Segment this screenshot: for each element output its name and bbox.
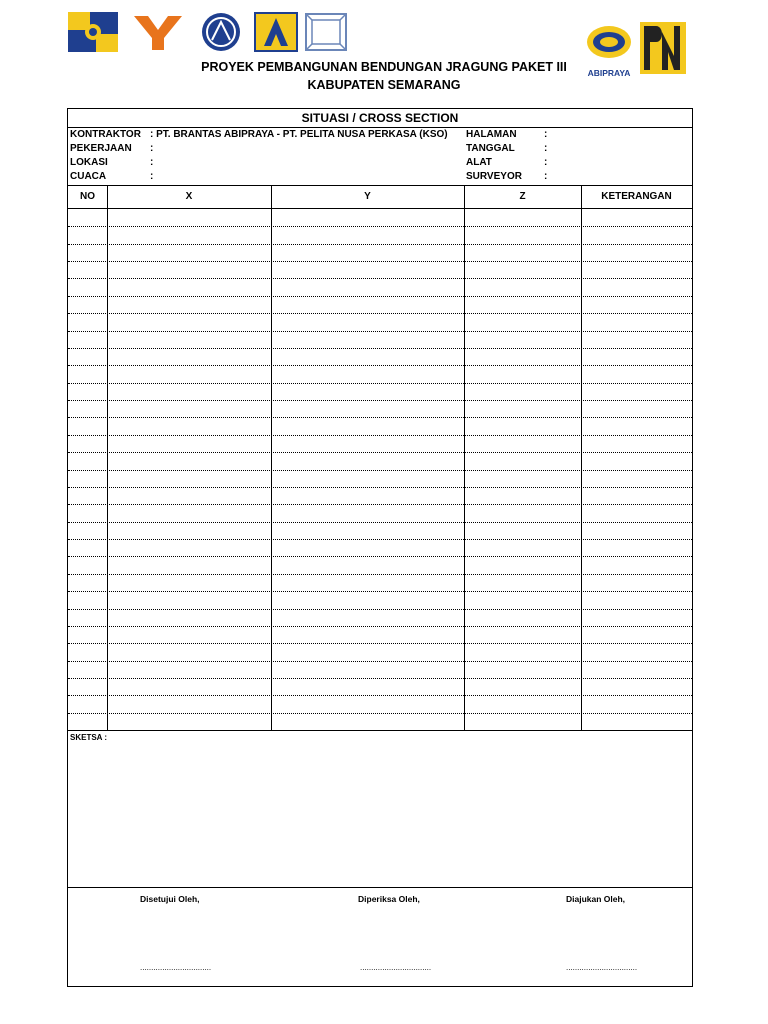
square-frame-logo-icon (304, 12, 348, 52)
info-label-lokasi: LOKASI (70, 157, 108, 168)
signature-label-checked: Diperiksa Oleh, (358, 894, 420, 904)
y-shape-logo-icon (130, 12, 186, 52)
info-label-tanggal: TANGGAL (466, 143, 515, 154)
info-value-alat: : (544, 157, 548, 168)
column-divider (581, 185, 582, 730)
info-label-cuaca: CUACA (70, 171, 107, 182)
column-header-z: Z (519, 191, 526, 202)
project-title: PROYEK PEMBANGUNAN BENDUNGAN JRAGUNG PAKET III (201, 60, 567, 74)
cross-section-form (67, 108, 693, 987)
table-row (68, 695, 692, 696)
table-row (68, 400, 692, 401)
column-divider (271, 185, 272, 730)
sketch-area[interactable] (68, 730, 692, 888)
circle-emblem-logo-icon (196, 12, 246, 52)
table-row (68, 261, 692, 262)
table-row (68, 522, 692, 523)
info-label-kontraktor: KONTRAKTOR (70, 129, 141, 140)
pu-logo-icon (68, 12, 118, 52)
column-header-no: NO (80, 191, 95, 202)
table-row (68, 278, 692, 279)
sketch-label: SKETSA : (70, 733, 108, 742)
table-row (68, 348, 692, 349)
info-label-pekerjaan: PEKERJAAN (70, 143, 132, 154)
info-left (70, 128, 470, 184)
table-row (68, 296, 692, 297)
table-row (68, 244, 692, 245)
info-label-surveyor: SURVEYOR (466, 171, 522, 182)
info-value-halaman: : (544, 129, 548, 140)
info-value-tanggal: : (544, 143, 548, 154)
table-row (68, 470, 692, 471)
column-header-keterangan: KETERANGAN (601, 191, 672, 202)
info-right (466, 128, 686, 184)
a-letter-logo-icon (254, 12, 298, 52)
table-row (68, 313, 692, 314)
table-row (68, 504, 692, 505)
table-row (68, 626, 692, 627)
form-title: SITUASI / CROSS SECTION (68, 109, 692, 128)
column-divider (464, 185, 465, 730)
table-row (68, 609, 692, 610)
abipraya-emblem-icon (584, 24, 634, 62)
table-row (68, 435, 692, 436)
column-header-x: X (185, 191, 193, 202)
info-value-surveyor: : (544, 171, 548, 182)
column-header-y: Y (364, 191, 371, 202)
table-header (68, 185, 692, 209)
table-row (68, 226, 692, 227)
signature-line-submitted: ................................ (566, 963, 638, 972)
signature-line-checked: ................................ (360, 963, 432, 972)
table-row (68, 661, 692, 662)
table-row (68, 383, 692, 384)
table-row (68, 331, 692, 332)
table-row (68, 556, 692, 557)
info-value-cuaca: : (150, 171, 154, 182)
info-label-alat: ALAT (466, 157, 492, 168)
table-row (68, 539, 692, 540)
info-value-pekerjaan: : (150, 143, 154, 154)
table-row (68, 452, 692, 453)
info-value-kontraktor: : PT. BRANTAS ABIPRAYA - PT. PELITA NUSA PERKASA (KSO) (150, 129, 448, 140)
signature-label-approved: Disetujui Oleh, (140, 894, 200, 904)
table-row (68, 365, 692, 366)
table-row (68, 643, 692, 644)
table-row (68, 678, 692, 679)
info-value-lokasi: : (150, 157, 154, 168)
signature-line-approved: ................................ (140, 963, 212, 972)
column-divider (107, 185, 108, 730)
table-row (68, 713, 692, 714)
signature-label-submitted: Diajukan Oleh, (566, 894, 626, 904)
abipraya-caption: ABIPRAYA (587, 68, 631, 78)
table-row (68, 487, 692, 488)
project-location: KABUPATEN SEMARANG (307, 78, 461, 92)
table-row (68, 574, 692, 575)
table-row (68, 417, 692, 418)
table-row (68, 591, 692, 592)
info-label-halaman: HALAMAN (466, 129, 517, 140)
